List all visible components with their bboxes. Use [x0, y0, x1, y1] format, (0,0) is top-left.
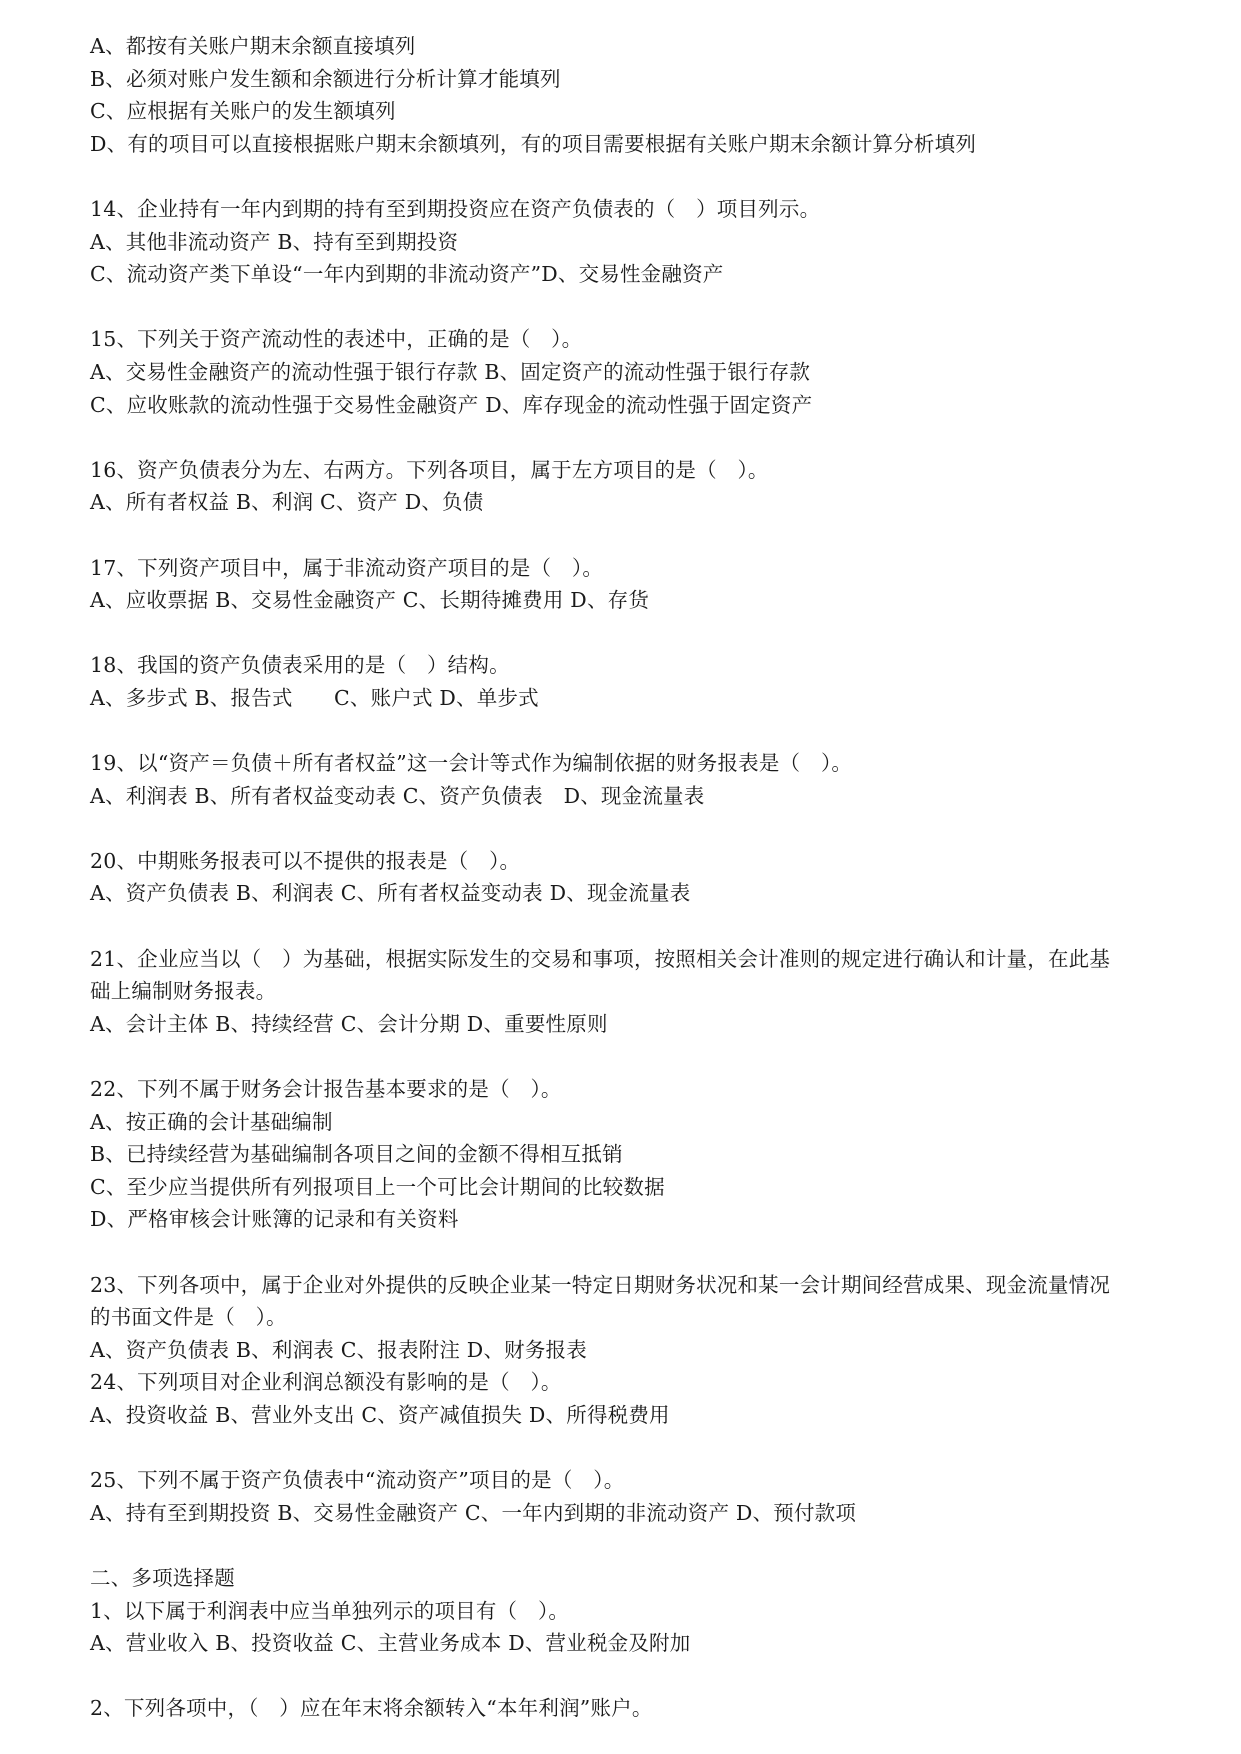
text-line: A、持有至到期投资 B、交易性金融资产 C、一年内到期的非流动资产 D、预付款项	[90, 1500, 857, 1525]
block-spacer	[90, 617, 1170, 650]
text-line: 2、下列各项中，（ ）应在年末将余额转入“本年利润”账户。	[90, 1696, 653, 1721]
text-line: B、已持续经营为基础编制各项目之间的金额不得相互抵销	[90, 1142, 623, 1167]
text-line: 1、以下属于利润表中应当单独列示的项目有（ ）。	[90, 1598, 570, 1623]
text-line: 16、资产负债表分为左、右两方。下列各项目，属于左方项目的是（ ）。	[90, 457, 769, 482]
question-block	[90, 845, 1170, 910]
block-spacer	[90, 160, 1170, 193]
question-block	[90, 1269, 1170, 1432]
text-line: 二、多项选择题	[90, 1565, 235, 1590]
text-line: 23、下列各项中，属于企业对外提供的反映企业某一特定日期财务状况和某一会计期间经营成果、现金流量情况	[90, 1272, 1111, 1297]
text-line: 15、下列关于资产流动性的表述中，正确的是（ ）。	[90, 327, 583, 352]
text-line: A、资产负债表 B、利润表 C、报表附注 D、财务报表	[90, 1337, 587, 1362]
text-line: A、都按有关账户期末余额直接填列	[90, 34, 416, 58]
question-block	[90, 1692, 1170, 1725]
text-line: D、有的项目可以直接根据账户期末余额填列，有的项目需要根据有关账户期末余额计算分析填列	[90, 131, 977, 156]
text-line: 20、中期账务报表可以不提供的报表是（ ）。	[90, 848, 521, 873]
block-spacer	[90, 910, 1170, 943]
text-line: 18、我国的资产负债表采用的是（ ）结构。	[90, 653, 510, 678]
question-block	[90, 552, 1170, 617]
question-block	[90, 747, 1170, 812]
text-line: C、应根据有关账户的发生额填列	[90, 99, 396, 124]
text-line: 14、企业持有一年内到期的持有至到期投资应在资产负债表的（ ）项目列示。	[90, 196, 821, 221]
block-spacer	[90, 519, 1170, 552]
question-block	[90, 323, 1170, 421]
text-line: C、应收账款的流动性强于交易性金融资产 D、库存现金的流动性强于固定资产	[90, 392, 813, 417]
text-line: D、严格审核会计账簿的记录和有关资料	[90, 1207, 459, 1232]
block-spacer	[90, 1236, 1170, 1269]
text-line: 21、企业应当以（ ）为基础，根据实际发生的交易和事项，按照相关会计准则的规定进行确认和计量，在此基	[90, 946, 1111, 971]
text-line: 19、以“资产＝负债＋所有者权益”这一会计等式作为编制依据的财务报表是（ ）。	[90, 751, 853, 776]
question-block	[90, 943, 1170, 1041]
text-line: A、利润表 B、所有者权益变动表 C、资产负债表 D、现金流量表	[90, 783, 705, 808]
block-spacer	[90, 812, 1170, 845]
block-spacer	[90, 1040, 1170, 1073]
block-spacer	[90, 421, 1170, 454]
block-spacer	[90, 1432, 1170, 1465]
text-line: A、应收票据 B、交易性金融资产 C、长期待摊费用 D、存货	[90, 588, 650, 613]
block-spacer	[90, 1660, 1170, 1693]
question-block	[90, 1562, 1170, 1660]
text-line: 的书面文件是（ ）。	[90, 1305, 287, 1330]
text-line: 22、下列不属于财务会计报告基本要求的是（ ）。	[90, 1077, 562, 1101]
text-line: A、营业收入 B、投资收益 C、主营业务成本 D、营业税金及附加	[90, 1631, 691, 1656]
text-line: A、投资收益 B、营业外支出 C、资产减值损失 D、所得税费用	[90, 1402, 670, 1427]
text-line: A、所有者权益 B、利润 C、资产 D、负债	[90, 490, 484, 515]
text-line: A、其他非流动资产 B、持有至到期投资	[90, 229, 459, 254]
text-line: A、多步式 B、报告式 C、账户式 D、单步式	[90, 685, 539, 710]
question-block	[90, 454, 1170, 519]
text-line: 24、下列项目对企业利润总额没有影响的是（ ）。	[90, 1370, 562, 1395]
text-line: C、流动资产类下单设“一年内到期的非流动资产”D、交易性金融资产	[90, 262, 724, 287]
text-line: 础上编制财务报表。	[90, 979, 277, 1004]
question-block	[90, 649, 1170, 714]
question-block	[90, 193, 1170, 291]
text-line: 17、下列资产项目中，属于非流动资产项目的是（ ）。	[90, 555, 604, 580]
document-page	[90, 30, 1170, 1725]
text-line: 25、下列不属于资产负债表中“流动资产”项目的是（ ）。	[90, 1468, 625, 1493]
text-line: A、资产负债表 B、利润表 C、所有者权益变动表 D、现金流量表	[90, 881, 691, 906]
question-block	[90, 1073, 1170, 1236]
text-line: A、按正确的会计基础编制	[90, 1109, 333, 1134]
question-block	[90, 30, 1170, 160]
question-block	[90, 1464, 1170, 1529]
block-spacer	[90, 714, 1170, 747]
text-line: A、会计主体 B、持续经营 C、会计分期 D、重要性原则	[90, 1011, 608, 1036]
text-line: C、至少应当提供所有列报项目上一个可比会计期间的比较数据	[90, 1174, 665, 1199]
block-spacer	[90, 1529, 1170, 1562]
text-line: A、交易性金融资产的流动性强于银行存款 B、固定资产的流动性强于银行存款	[90, 359, 811, 384]
text-line: B、必须对账户发生额和余额进行分析计算才能填列	[90, 66, 561, 91]
block-spacer	[90, 291, 1170, 324]
